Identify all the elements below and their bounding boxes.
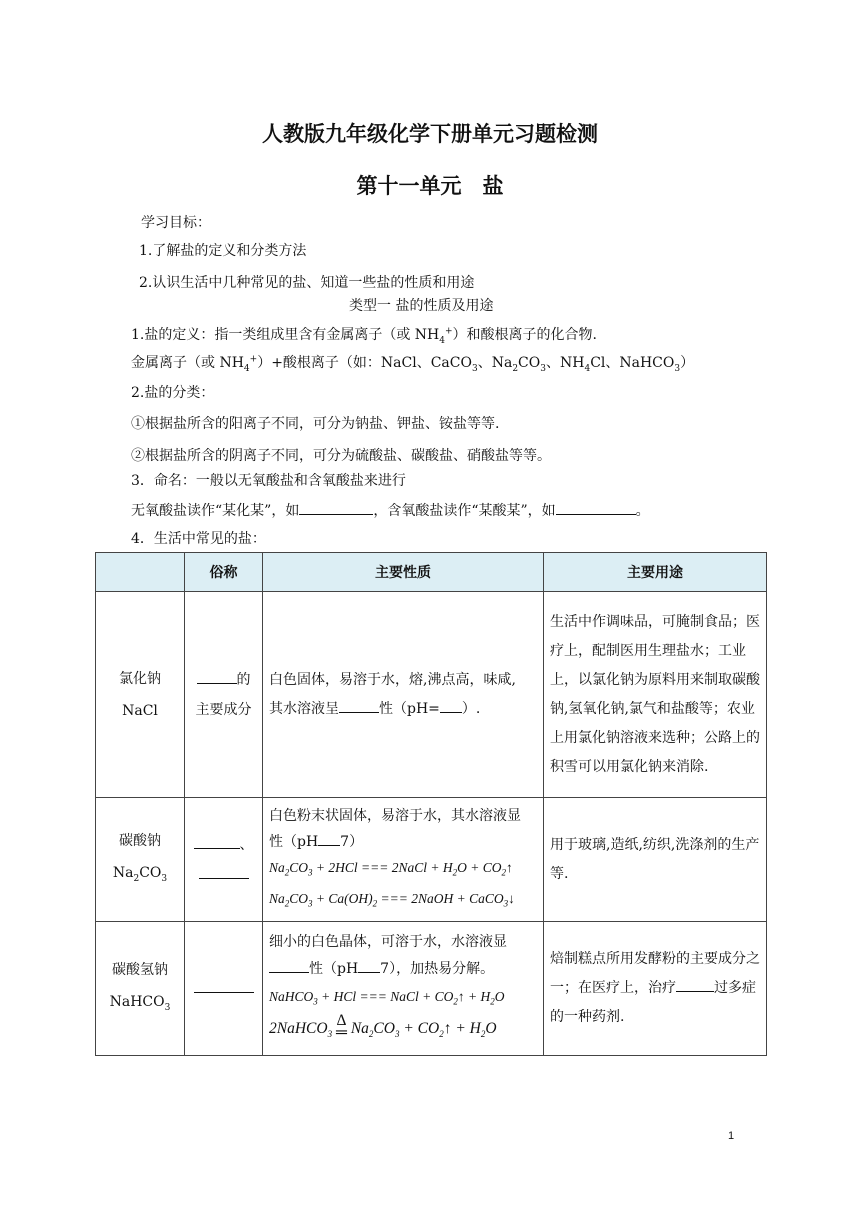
definition-prefix: 1.盐的定义：指一类组成里含有金属离子（或 NH (131, 327, 440, 343)
blank-nahco3-nickname[interactable] (194, 980, 254, 993)
blank-anaerobic-example[interactable] (299, 502, 373, 515)
classification-item-2: ②根据盐所含的阴离子不同，可分为硫酸盐、碳酸盐、硝酸盐等等。 (131, 448, 551, 464)
table-row-nahco3 (96, 922, 767, 1056)
blank-na2co3-ph[interactable] (318, 833, 340, 846)
blank-nacl-ph[interactable] (440, 700, 462, 713)
page-title: 人教版九年级化学下册单元习题检测 (262, 121, 598, 146)
nacl-name-cell: 氯化钠 NaCl (96, 592, 185, 798)
blank-nahco3-treatment[interactable] (676, 979, 714, 992)
table-row-nacl (96, 592, 767, 798)
salt-examples: 金属离子（或 $NH_4^+)+$酸根离子（如：NaCl、CaCO$_3$、$Na_2CO_3$、$NH_4Cl$、NaHCO$_3$） (131, 354, 695, 374)
blank-nahco3-ph[interactable] (358, 960, 380, 973)
na2co3-hcl-equation: $Na_2CO_3 + 2HCl$ === 2NaCl + $H_2O$ + $CO_2↑$ (269, 859, 513, 878)
page-number: 1 (728, 1130, 735, 1142)
table-row-na2co3 (96, 798, 767, 922)
nacl-nickname-cell: 的 主要成分 (185, 592, 263, 798)
table-header-row (96, 553, 767, 592)
blank-nahco3-acidity[interactable] (269, 960, 309, 973)
na2co3-caoh2-equation: $Na_2CO_3 + Ca(OH)_2$ === 2NaOH + CaCO$_3$↓ (269, 890, 515, 909)
blank-nacl-nickname[interactable] (197, 671, 237, 684)
na2co3-nickname-cell: 、 (185, 798, 263, 922)
naming-heading: 3．命名：一般以无氧酸盐和含氧酸盐来进行 (131, 473, 406, 489)
header-main-uses: 主要用途 (544, 553, 767, 592)
naming-rule: 无氧酸盐读作“某化某”，如 ，含氧酸盐读作“某酸某”，如 。 (131, 503, 650, 519)
nahco3-nickname-cell (185, 922, 263, 1056)
nahco3-decomposition-equation: 2NaHCO$_3$ Δ ═ $Na_2CO_3$ + $CO_2↑ + H_2O$ (269, 1012, 497, 1042)
nahco3-name-cell: 碳酸氢钠 NaHCO$_3$ (96, 922, 185, 1056)
na2co3-properties-cell: 白色粉末状固体，易溶于水，其水溶液显 性（pH 7） $Na_2CO_3 + 2HCl$ === 2NaCl + $H_2O$ + $CO_2↑$ $Na_2CO_3 + Ca(OH)_2$ === 2NaOH + CaCO$_3$↓ (263, 798, 544, 922)
unit-title: 第十一单元 盐 (356, 173, 504, 198)
salt-definition: 1.盐的定义：指一类组成里含有金属离子（或 $NH_4^+$）和酸根离子的化合物. (131, 326, 597, 346)
common-salts-table (95, 552, 767, 1056)
blank-nacl-acidity[interactable] (339, 700, 379, 713)
objective-2: 2.认识生活中几种常见的盐、知道一些盐的性质和用途 (139, 275, 475, 291)
nacl-uses-cell: 生活中作调味品，可腌制食品；医疗上，配制医用生理盐水；工业上，以氯化钠为原料用来制取碳酸钠,氢氧化钠,氯气和盐酸等；农业上用氯化钠溶液来选种；公路上的积雪可以用氯化钠来消除. (544, 592, 767, 798)
header-common-name: 俗称 (185, 553, 263, 592)
nahco3-properties-cell: 细小的白色晶体，可溶于水，水溶液显 性（pH 7），加热易分解。 NaHCO$_3$ + HCl === NaCl + $CO_2↑ + H_2O$ 2NaHCO$_3$ Δ ═ $Na_2CO_3$ + $CO_2↑ + H_2O$ (263, 922, 544, 1056)
blank-oxyacid-example[interactable] (556, 502, 636, 515)
definition-suffix: ）和酸根离子的化合物. (452, 327, 597, 343)
nahco3-uses-cell: 焙制糕点所用发酵粉的主要成分之一；在医疗上，治疗 过多症的一种药剂. (544, 922, 767, 1056)
type-heading: 类型一 盐的性质及用途 (349, 298, 494, 314)
common-salts-heading: 4．生活中常见的盐： (131, 531, 266, 547)
classification-heading: 2.盐的分类： (131, 385, 215, 401)
na2co3-uses-cell: 用于玻璃,造纸,纺织,洗涤剂的生产等. (544, 798, 767, 922)
classification-item-1: ①根据盐所含的阳离子不同，可分为钠盐、钾盐、铵盐等等. (131, 416, 500, 432)
nacl-properties-cell: 白色固体，易溶于水，熔,沸点高，味咸, 其水溶液呈 性（pH= ）. (263, 592, 544, 798)
objective-1: 1.了解盐的定义和分类方法 (139, 243, 307, 259)
objectives-heading: 学习目标： (141, 215, 211, 231)
nahco3-hcl-equation: NaHCO$_3$ + HCl === NaCl + $CO_2↑ + H_2O$ (269, 988, 505, 1007)
blank-na2co3-nickname-1[interactable] (194, 836, 240, 849)
header-main-properties: 主要性质 (263, 553, 544, 592)
blank-na2co3-nickname-2[interactable] (199, 866, 249, 879)
header-empty (96, 553, 185, 592)
na2co3-name-cell: 碳酸钠 $Na_2CO_3$ (96, 798, 185, 922)
